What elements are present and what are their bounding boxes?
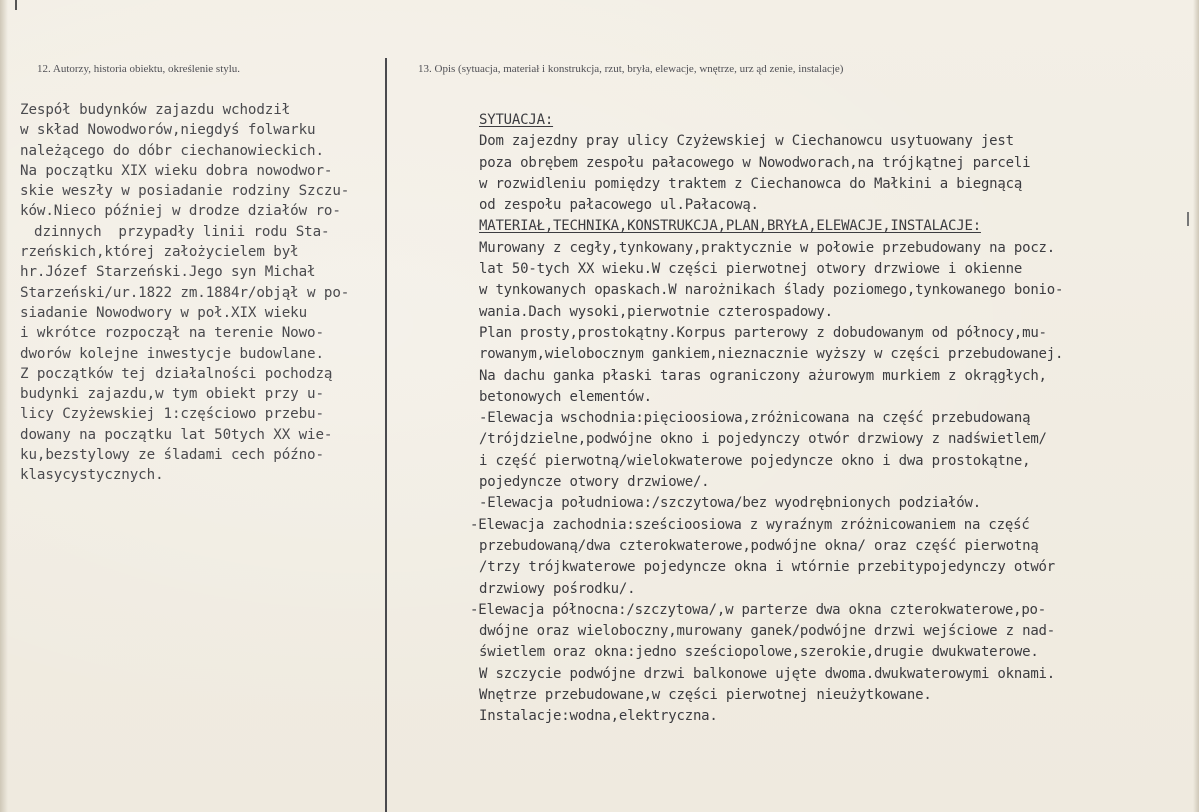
description-line: w tynkowanych opaskach.W narożnikach ślady poziomego,tynkowanego bonio- (479, 282, 1064, 299)
section-13-header: 13. Opis (sytuacja, materiał i konstrukcja, rzut, bryła, elewacje, wnętrze, urz ąd zenie, instalacje) (418, 63, 844, 75)
description-text-block (470, 110, 1196, 728)
description-line: -Elewacja północna:/szczytowa/,w parterze dwa okna czterokwaterowe,po- (470, 601, 1047, 618)
description-line: pojedyncze otwory drzwiowe/. (479, 474, 710, 491)
description-line: Murowany z cegły,tynkowany,praktycznie w połowie przebudowany na pocz. (479, 239, 1056, 256)
description-line: i część pierwotną/wielokwaterowe pojedyncze okno i dwa prostokątne, (479, 452, 1031, 469)
description-line: drzwiowy pośrodku/. (479, 580, 636, 597)
description-line: rowanym,wielobocznym gankiem,nieznacznie wyższy w części przebudowanej. (479, 346, 1064, 363)
description-line: -Elewacja wschodnia:pięcioosiowa,zróżnicowana na część przebudowaną (479, 410, 1031, 427)
history-line: budynki zajazdu,w tym obiekt przy u- (20, 386, 324, 403)
history-line: hr.Józef Starzeński.Jego syn Michał (20, 264, 316, 281)
history-line: Zespół budynków zajazdu wchodził (20, 102, 291, 118)
description-line: W szczycie podwójne drzwi balkonowe ujęte dwoma.dwukwaterowymi oknami. (479, 665, 1056, 682)
history-line: Na początku XIX wieku dobra nowodwor- (20, 162, 333, 179)
heading-situation: SYTUACJA: (479, 112, 554, 128)
heading-material: MATERIAŁ,TECHNIKA,KONSTRUKCJA,PLAN,BRYŁA,ELEWACJE,INSTALACJE: (479, 218, 981, 235)
description-line: /trójdzielne,podwójne okno i pojedynczy otwór drzwiowy z nadświetlem/ (479, 431, 1047, 448)
history-text-block (17, 100, 387, 486)
description-line: lat 50-tych XX wieku.W części pierwotnej otwory drzwiowe i okienne (479, 261, 1023, 278)
history-line: rzeńskich,której założycielem był (20, 244, 299, 261)
section-12-header: 12. Autorzy, historia obiektu, określenie stylu. (37, 63, 241, 75)
situation-line: poza obrębem zespołu pałacowego w Nowodworach,na trójkątnej parceli (479, 154, 1031, 171)
description-line: Plan prosty,prostokątny.Korpus parterowy z dobudowanym od północy,mu- (479, 324, 1047, 341)
description-line: Instalacje:wodna,elektryczna. (479, 708, 718, 725)
history-line: klasycystycznych. (20, 467, 164, 484)
history-line: dworów kolejne inwestycje budowlane. (20, 345, 324, 362)
history-line: w skład Nowodworów,niegdyś folwarku (20, 122, 316, 139)
history-line: Starzeński/ur.1822 zm.1884r/objął w po- (20, 284, 350, 301)
description-line: dwójne oraz wieloboczny,murowany ganek/podwójne drzwi wejściowe z nad- (479, 623, 1056, 640)
situation-paragraph (470, 131, 1196, 216)
history-line: dzinnych przypadły linii rodu Sta- (34, 223, 330, 240)
top-tick-mark (15, 0, 17, 10)
situation-line: od zespołu pałacowego ul.Pałacową. (479, 197, 759, 214)
paper-edge-left (0, 0, 8, 812)
history-line: ku,bezstylowy ze śladami cech późno- (20, 447, 324, 464)
situation-line: Dom zajezdny pray ulicy Czyżewskiej w Ciechanowcu usytuowany jest (479, 133, 1014, 150)
history-line: należącego do dóbr ciechanowieckich. (20, 142, 324, 159)
history-line: siadanie Nowodwory w poł.XIX wieku (20, 304, 308, 321)
description-line: świetlem oraz okna:jedno sześciopolowe,szerokie,drugie dwukwaterowe. (479, 644, 1039, 661)
description-paragraph (470, 238, 1196, 728)
history-line: ków.Nieco później w drodze działów ro- (20, 203, 341, 220)
history-line: Z początków tej działalności pochodzą (20, 365, 333, 382)
description-line: /trzy trójkwaterowe pojedyncze okna i wtórnie przebitypojedynczy otwór (479, 559, 1056, 576)
description-line: betonowych elementów. (479, 388, 652, 405)
description-line: Wnętrze przebudowane,w części pierwotnej nieużytkowane. (479, 687, 932, 704)
description-line: Na dachu ganka płaski taras ograniczony ażurowym murkiem z okrągłych, (479, 367, 1047, 384)
history-line: skie weszły w posiadanie rodziny Szczu- (20, 183, 350, 200)
history-line: dowany na początku lat 50tych XX wie- (20, 426, 333, 443)
description-line: wania.Dach wysoki,pierwotnie czterospadowy. (479, 303, 833, 320)
description-line: -Elewacja zachodnia:sześcioosiowa z wyraźnym zróżnicowaniem na część (470, 516, 1030, 533)
history-line: i wkrótce rozpoczął na terenie Nowo- (20, 325, 324, 342)
situation-line: w rozwidleniu pomiędzy traktem z Ciechanowca do Małkini a biegnącą (479, 175, 1023, 192)
description-line: przebudowaną/dwa czterokwaterowe,podwójne okna/ oraz część pierwotną (479, 537, 1039, 554)
description-line: -Elewacja południowa:/szczytowa/bez wyodrębnionych podziałów. (479, 495, 981, 512)
history-line: licy Czyżewskiej 1:częściowo przebu- (20, 406, 324, 423)
